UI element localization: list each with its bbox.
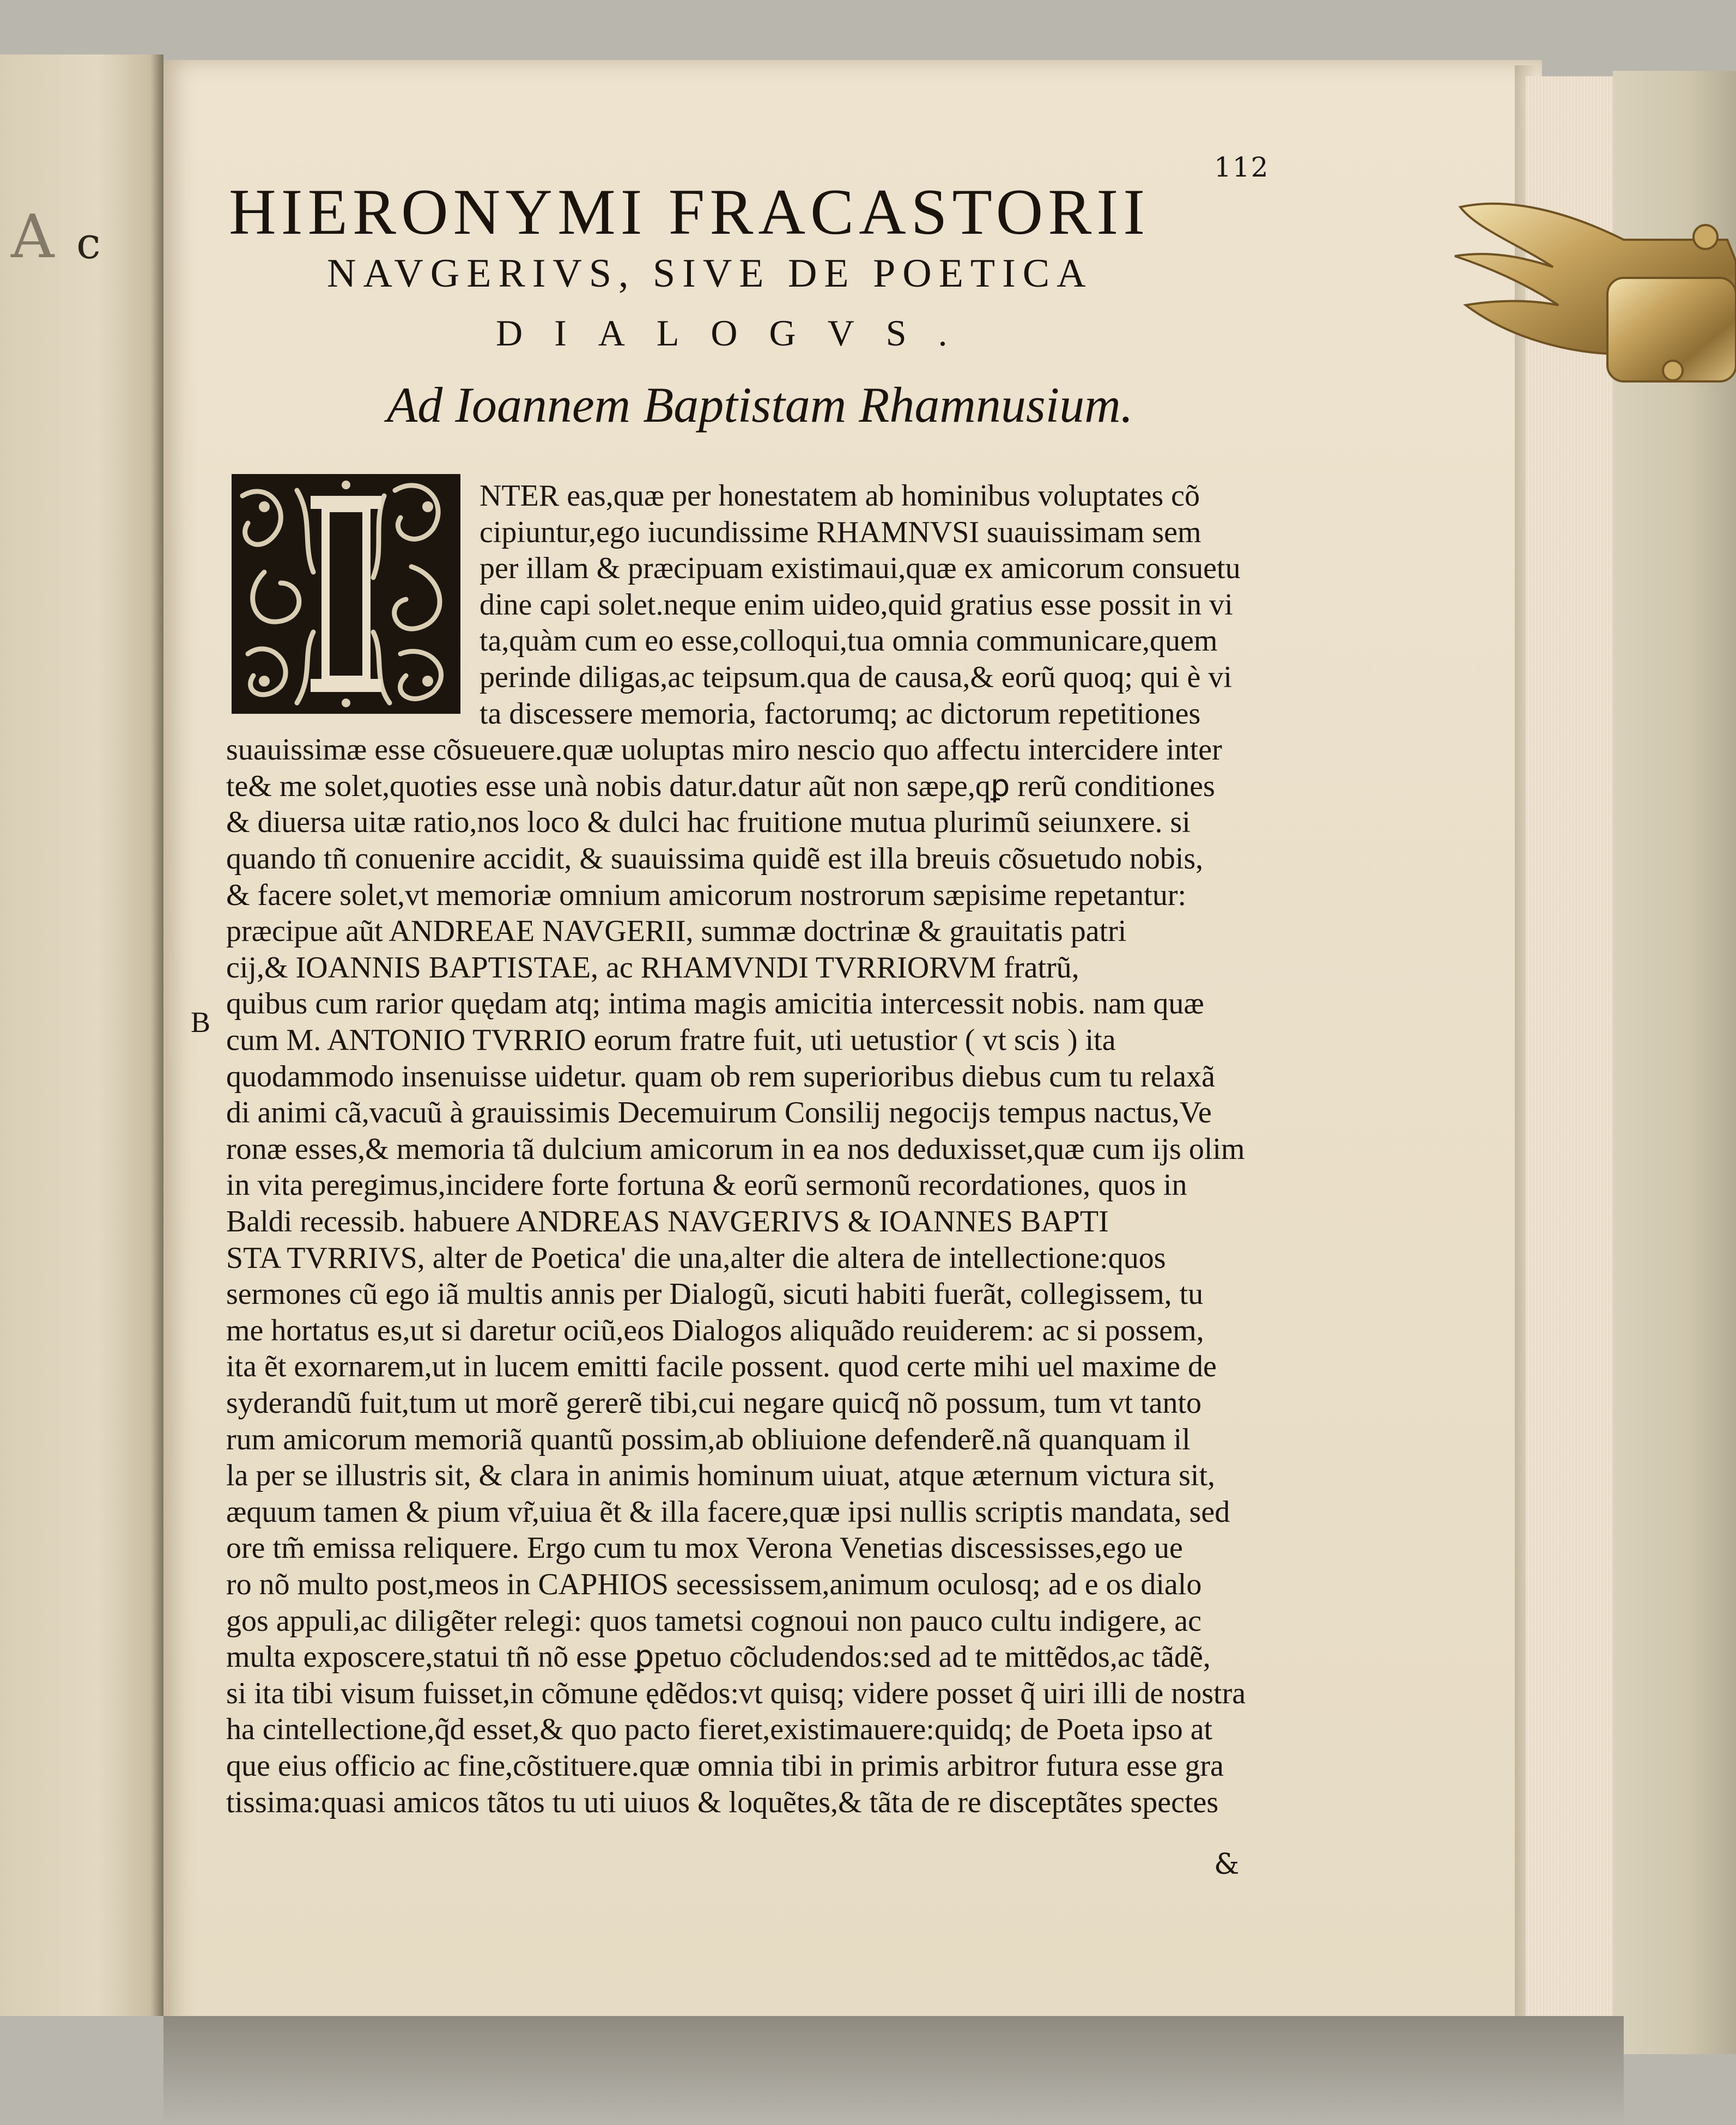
text-line: syderandũ fuit,tum ut morẽ gererẽ tibi,cui negare quicq̃ nõ possum, tum vt tanto bbox=[226, 1386, 1202, 1420]
text-line: præcipue aũt ANDREAE NAVGERII, summæ doctrinæ & grauitatis patri bbox=[226, 914, 1127, 949]
text-line: ha cintellectione,q̃d esset,& quo pacto fieret,existimauere:quidq; de Poeta ipso at bbox=[226, 1713, 1213, 1747]
text-line: per illam & præcipuam existimaui,quæ ex amicorum consuetu bbox=[479, 551, 1241, 586]
text-line: quando tñ conuenire accidit, & suauissima quidẽ est illa breuis cõsuetudo nobis, bbox=[226, 842, 1204, 876]
text-line: æquum tamen & pium vr̃,uiua ẽt & illa facere,quæ ipsi nullis scriptis mandata, sed bbox=[226, 1495, 1230, 1529]
text-line: sermones cũ ego iã multis annis per Dialogũ, sicuti habiti fuerãt, collegissem, tu bbox=[226, 1277, 1204, 1312]
text-line: in vita peregimus,incidere forte fortuna & eorũ sermonũ recordationes, quos in bbox=[226, 1168, 1187, 1203]
text-line: ro nõ multo post,meos in CAPHIOS secessissem,animum oculosq; ad e os dialo bbox=[226, 1568, 1202, 1601]
text-line: rum amicorum memoriã quantũ possim,ab obliuione defenderẽ.nã quanquam il bbox=[226, 1422, 1191, 1456]
text-line: dine capi solet.neque enim uideo,quid gratius esse possit in vi bbox=[479, 587, 1233, 622]
text-line: & facere solet,vt memoriæ omnium amicorum nostrorum sæpisime repetantur: bbox=[226, 878, 1187, 912]
text-line: quibus cum rarior quędam atq; intima magis amicitia intercessit nobis. nam quæ bbox=[226, 987, 1204, 1021]
text-line: suauissimæ esse cõsueuere.quæ uoluptas miro nescio quo affectu intercidere inter bbox=[226, 733, 1222, 767]
text-line: Baldi recessib. habuere ANDREAS NAVGERIVS & IOANNES BAPTI bbox=[226, 1205, 1109, 1238]
text-line: tissima:quasi amicos tãtos tu uti uiuos & loquẽtes,& tãta de re disceptãtes spectes bbox=[226, 1785, 1219, 1819]
title-author: HIERONYMI FRACASTORII bbox=[229, 175, 1150, 248]
text-line: ronæ esses,& memoria tã dulcium amicorum in ea nos deduxisset,quæ cum ijs olim bbox=[226, 1132, 1245, 1166]
left-page-fragment-letter: c bbox=[76, 218, 101, 269]
table-shadow bbox=[163, 2016, 1624, 2125]
text-line: di animi cã,vacuũ à grauissimis Decemuirum Consilij negocijs tempus nactus,Ve bbox=[226, 1096, 1212, 1130]
text-line: me hortatus es,ut si daretur ociũ,eos Dialogos aliquãdo reuiderem: ac si possem, bbox=[226, 1313, 1204, 1347]
text-line: ta discessere memoria, factorumq; ac dictorum repetitiones bbox=[479, 696, 1201, 731]
text-line: quodammodo insenuisse uidetur. quam ob rem superioribus diebus cum tu relaxã bbox=[226, 1059, 1215, 1094]
text-line: STA TVRRIVS, alter de Poetica' die una,alter die altera de intellectione:quos bbox=[226, 1241, 1166, 1275]
text-line: cipiuntur,ego iucundissime RHAMNVSI suauissimam sem bbox=[479, 515, 1201, 549]
text-line: cum M. ANTONIO TVRRIO eorum fratre fuit, uti uetustior ( vt scis ) ita bbox=[226, 1023, 1116, 1057]
page-number: 112 bbox=[1214, 151, 1270, 183]
text-line: ta,quàm cum eo esse,colloqui,tua omnia communicare,quem bbox=[479, 624, 1218, 658]
text-line: gos appuli,ac diligẽter relegi: quos tametsi cognoui non pauco cultu indigere, ac bbox=[226, 1604, 1201, 1638]
dedication-heading: Ad Ioannem Baptistam Rhamnusium. bbox=[387, 377, 1133, 433]
text-line: perinde diligas,ac teipsum.qua de causa,& eorũ quoq; qui è vi bbox=[479, 660, 1232, 694]
title-dialogus: DIALOGVS. bbox=[496, 312, 979, 354]
left-page-fragment: A bbox=[11, 202, 54, 271]
decorated-initial-woodcut-icon bbox=[232, 474, 460, 714]
left-facing-page bbox=[0, 54, 163, 2016]
catchword: & bbox=[1214, 1848, 1240, 1881]
text-line: ita ẽt exornarem,ut in lucem emitti facile possent. quod certe mihi uel maxime de bbox=[226, 1350, 1217, 1384]
text-line: la per se illustris sit, & clara in animis hominum uiuat, atque æternum victura sit, bbox=[226, 1459, 1215, 1493]
text-line: NTER eas,quæ per honestatem ab hominibus voluptates cõ bbox=[479, 479, 1200, 513]
brass-hand-clip-icon bbox=[1444, 174, 1736, 430]
text-line: que eius officio ac fine,cõstituere.quæ omnia tibi in primis arbitror futura esse gra bbox=[226, 1749, 1224, 1783]
text-line: & diuersa uitæ ratio,nos loco & dulci hac fruitione mutua plurimũ seiunxere. si bbox=[226, 805, 1191, 840]
text-line: ore tm̃ emissa reliquere. Ergo cum tu mox Verona Venetias discessisses,ego ue bbox=[226, 1531, 1183, 1565]
text-line: multa exposcere,statui tñ nõ esse ꝑpetuo cõcludendos:sed ad te mittẽdos,ac tãdẽ, bbox=[226, 1640, 1211, 1674]
text-line: si ita tibi visum fuisset,in cõmune ędẽdos:vt quisq; videre posset q̃ uiri illi de nostra bbox=[226, 1676, 1246, 1710]
title-work: NAVGERIVS, SIVE DE POETICA bbox=[327, 251, 1093, 296]
text-line: cij,& IOANNIS BAPTISTAE, ac RHAMVNDI TVRRIORVM fratrũ, bbox=[226, 950, 1079, 985]
marginal-letter: B bbox=[191, 1006, 211, 1039]
text-line: te& me solet,quoties esse unà nobis datur.datur aũt non sæpe,qꝑ rerũ conditiones bbox=[226, 769, 1215, 803]
